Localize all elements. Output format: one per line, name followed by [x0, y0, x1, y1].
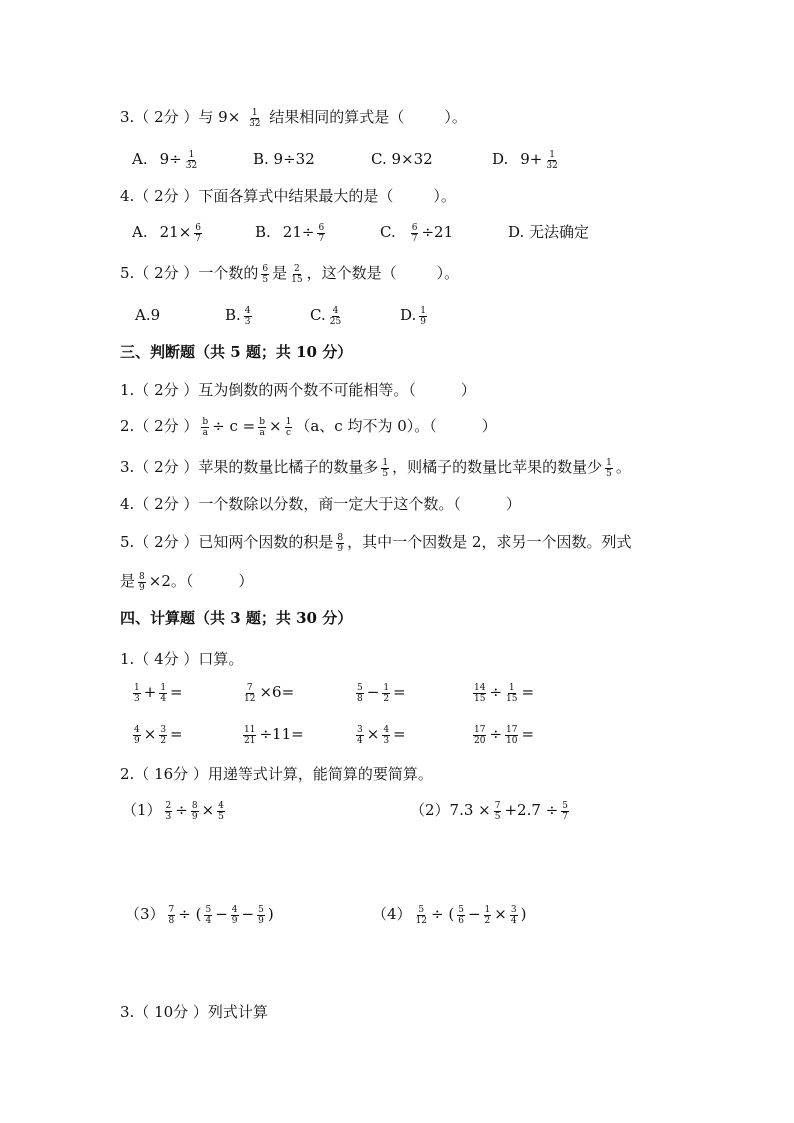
section-title-calculation: 四、计算题（共 3 题；共 30 分）: [120, 609, 353, 627]
fraction: $\frac{5}{9}$: [258, 904, 264, 926]
fraction: $\frac{1}{9}$: [420, 305, 426, 327]
fraction: $\frac{1}{5}$: [382, 457, 389, 479]
fraction: $\frac{6}{5}$: [262, 263, 269, 285]
fraction: $\frac{8}{9}$: [337, 532, 344, 554]
q5-option-d[interactable]: D. $\frac{1}{9}$: [400, 305, 426, 327]
oral-calc-item: $\frac{4}{9}$ × $\frac{3}{2}$ =: [134, 724, 183, 746]
fraction: $\frac{1}{32}$: [249, 107, 261, 129]
judge-q3: 3.（ 2分 ）苹果的数量比橘子的数量多 $\frac{1}{5}$ ，则橘子的数量比苹果的数量少 $\frac{1}{5}$ 。: [120, 457, 631, 479]
fraction: $\frac{1}{4}$: [160, 682, 167, 704]
fraction: $\frac{7}{8}$: [168, 904, 175, 926]
fraction: $\frac{17}{20}$: [474, 724, 486, 746]
q3-option-b[interactable]: B. 9÷32: [253, 150, 315, 168]
oral-calc-item: $\frac{7}{12}$ ×6=: [244, 682, 295, 704]
calc-q2-title: 2.（ 16分 ）用递等式计算，能简算的要简算。: [120, 765, 433, 783]
fraction: $\frac{4}{3}$: [244, 305, 251, 327]
question-5: 5.（ 2分 ）一个数的 $\frac{6}{5}$ 是 $\frac{2}{15}$ ，这个数是（ ）。: [120, 263, 460, 285]
section-title-judgement: 三、判断题（共 5 题；共 10 分）: [120, 343, 353, 361]
oral-calc-item: $\frac{3}{4}$ × $\frac{4}{3}$ =: [357, 724, 406, 746]
fraction: $\frac{6}{7}$: [411, 222, 418, 244]
oral-calc-item: $\frac{1}{3}$ + $\frac{1}{4}$ =: [134, 682, 183, 704]
q3-option-c[interactable]: C. 9×32: [371, 150, 433, 168]
fraction: $\frac{1}{2}$: [484, 904, 491, 926]
fraction: $\frac{17}{10}$: [506, 724, 518, 746]
calc-problem-2: （2）7.3 × $\frac{7}{5}$ +2.7 ÷ $\frac{5}{7}$: [410, 800, 568, 822]
judge-q5-line2: 是 $\frac{8}{9}$ ×2。（ ）: [120, 571, 254, 593]
fraction: $\frac{6}{7}$: [318, 222, 325, 244]
calc-q1-title: 1.（ 4分 ）口算。: [120, 650, 244, 668]
question-3: 3.（ 2分 ）与 9× $\frac{1}{32}$ 结果相同的算式是（ ）。: [120, 107, 467, 129]
fraction: $\frac{1}{3}$: [134, 682, 140, 704]
fraction: $\frac{8}{9}$: [139, 571, 145, 593]
q4-option-c[interactable]: C. $\frac{6}{7}$ ÷21: [380, 222, 454, 244]
fraction: $\frac{4}{25}$: [329, 305, 342, 327]
fraction: $\frac{5}{7}$: [562, 800, 568, 822]
fraction: $\frac{3}{4}$: [357, 724, 363, 746]
fraction: $\frac{7}{12}$: [244, 682, 256, 704]
calc-problem-4: （4） $\frac{5}{12}$ ÷ ( $\frac{5}{6}$ − $\frac{1}{2}$ × $\frac{3}{4}$ ): [372, 904, 527, 926]
fraction: $\frac{3}{2}$: [160, 724, 167, 746]
fraction: $\frac{1}{32}$: [546, 149, 558, 171]
question-4: 4.（ 2分 ）下面各算式中结果最大的是（ ）。: [120, 187, 456, 205]
fraction: $\frac{5}{8}$: [357, 682, 363, 704]
fraction: $\frac{4}{9}$: [231, 904, 238, 926]
judge-q1: 1.（ 2分 ）互为倒数的两个数不可能相等。（ ）: [120, 381, 476, 399]
oral-calc-item: $\frac{14}{15}$ ÷ $\frac{1}{15}$ =: [474, 682, 535, 704]
fraction: $\frac{5}{4}$: [205, 904, 212, 926]
fraction: $\frac{b}{a}$: [202, 416, 209, 438]
oral-calc-item: $\frac{11}{21}$ ÷11=: [244, 724, 304, 746]
calc-problem-3: （3） $\frac{7}{8}$ ÷ ( $\frac{5}{4}$ − $\frac{4}{9}$ − $\frac{5}{9}$ ): [125, 904, 274, 926]
fraction: $\frac{7}{5}$: [494, 800, 501, 822]
fraction: $\frac{1}{2}$: [383, 682, 390, 704]
fraction: $\frac{8}{9}$: [191, 800, 198, 822]
judge-q4: 4.（ 2分 ）一个数除以分数，商一定大于这个数。（ ）: [120, 495, 521, 513]
judge-q5: 5.（ 2分 ）已知两个因数的积是 $\frac{8}{9}$ ，其中一个因数是 2，求另一个因数。列式: [120, 532, 632, 554]
fraction: $\frac{4}{5}$: [218, 800, 224, 822]
oral-calc-item: $\frac{5}{8}$ − $\frac{1}{2}$ =: [357, 682, 406, 704]
fraction: $\frac{5}{6}$: [458, 904, 464, 926]
calc-q3-title: 3.（ 10分 ）列式计算: [120, 1003, 268, 1021]
q4-option-d[interactable]: D. 无法确定: [508, 223, 590, 241]
fraction: $\frac{b}{a}$: [259, 416, 266, 438]
q4-option-b[interactable]: B. 21÷ $\frac{6}{7}$: [255, 222, 325, 244]
q5-option-b[interactable]: B. $\frac{4}{3}$: [225, 305, 251, 327]
fraction: $\frac{1}{c}$: [285, 416, 292, 438]
fraction: $\frac{1}{32}$: [185, 149, 198, 171]
q5-option-c[interactable]: C. $\frac{4}{25}$: [310, 305, 342, 327]
fraction: $\frac{5}{12}$: [415, 904, 427, 926]
q5-option-a[interactable]: A.9: [135, 306, 161, 324]
fraction: $\frac{3}{4}$: [510, 904, 517, 926]
fraction: $\frac{4}{3}$: [383, 724, 390, 746]
fraction: $\frac{11}{21}$: [244, 724, 256, 746]
fraction: $\frac{14}{15}$: [474, 682, 486, 704]
calc-problem-1: （1） $\frac{2}{3}$ ÷ $\frac{8}{9}$ × $\frac{4}{5}$: [122, 800, 224, 822]
fraction: $\frac{6}{7}$: [195, 222, 201, 244]
q3-option-a[interactable]: A. 9÷ $\frac{1}{32}$: [132, 149, 198, 171]
fraction: $\frac{4}{9}$: [134, 724, 140, 746]
q3-option-d[interactable]: D. 9+ $\frac{1}{32}$: [492, 149, 558, 171]
q4-option-a[interactable]: A. 21× $\frac{6}{7}$: [132, 222, 201, 244]
fraction: $\frac{1}{5}$: [606, 457, 612, 479]
fraction: $\frac{2}{15}$: [291, 263, 303, 285]
fraction: $\frac{1}{15}$: [506, 682, 518, 704]
judge-q2: 2.（ 2分 ） $\frac{b}{a}$ ÷ c = $\frac{b}{a}$ × $\frac{1}{c}$ （a、c 均不为 0）。（ ）: [120, 416, 497, 438]
oral-calc-item: $\frac{17}{20}$ ÷ $\frac{17}{10}$ =: [474, 724, 535, 746]
fraction: $\frac{2}{3}$: [165, 800, 172, 822]
